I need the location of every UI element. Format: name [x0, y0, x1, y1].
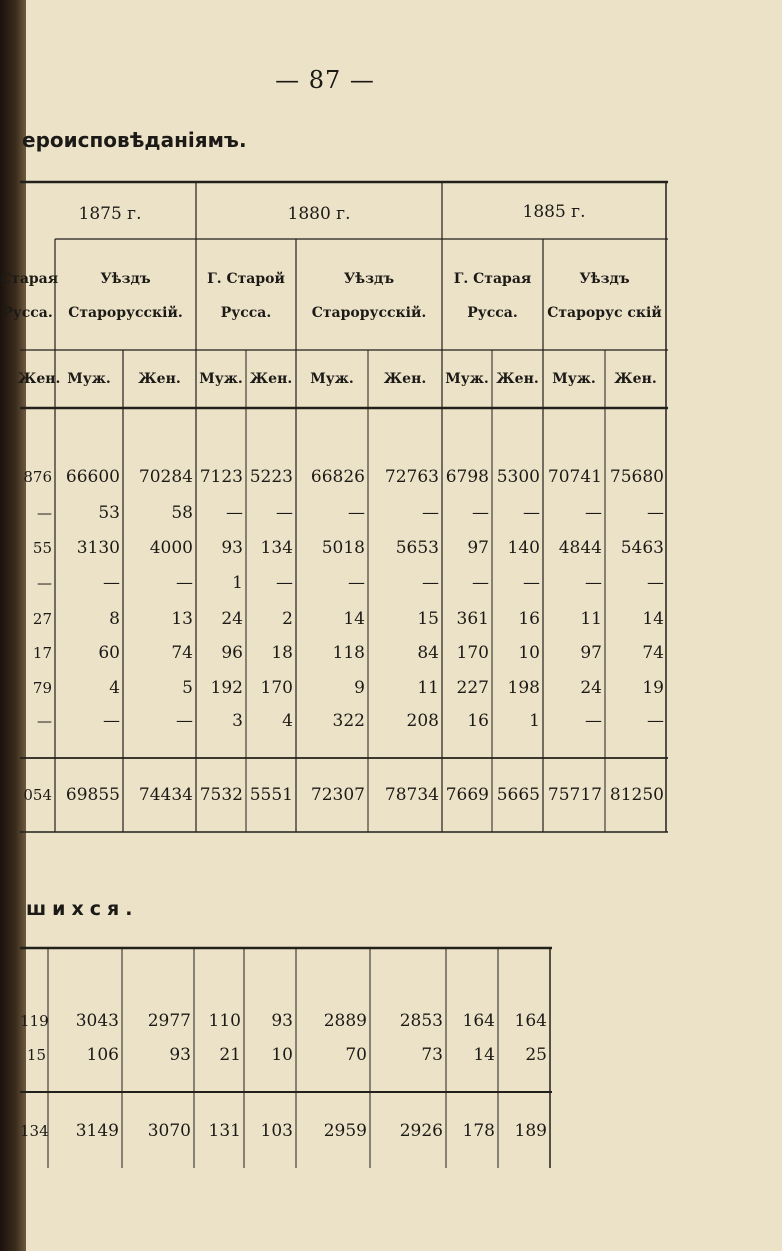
table-cell: 14	[473, 1045, 495, 1065]
table-cell: 17	[32, 644, 52, 662]
table-cell: 70741	[547, 467, 602, 487]
table-cell: —	[422, 503, 439, 523]
table-cell: 164	[462, 1011, 495, 1031]
year-1875-header: 1875 г.	[78, 204, 142, 224]
table-cell: 24	[221, 609, 243, 629]
table-cell: 55	[32, 539, 52, 557]
table-cell: —	[37, 504, 52, 522]
table-cell: 96	[221, 643, 243, 663]
table-cell: 5223	[249, 467, 293, 487]
table-cell: —	[585, 711, 602, 731]
table-cell: 70284	[138, 467, 193, 487]
table-row	[0, 1040, 782, 1070]
table-cell: 1	[529, 711, 540, 731]
table-row	[0, 638, 782, 668]
table-cell: —	[37, 712, 52, 730]
table-cell: 11	[417, 678, 439, 698]
table-cell: 4000	[149, 538, 193, 558]
table-cell: 15	[417, 609, 439, 629]
year-1885-header: 1885 г.	[522, 202, 586, 222]
table-cell: 66600	[65, 467, 120, 487]
table-cell: 93	[271, 1011, 293, 1031]
table-cell: 2977	[147, 1011, 191, 1031]
table-cell: 81250	[609, 785, 664, 805]
table-cell: 75680	[609, 467, 664, 487]
table-cell: 178	[462, 1121, 495, 1141]
table-cell: —	[226, 503, 243, 523]
table-cell: 5	[182, 678, 193, 698]
year-1880-header: 1880 г.	[287, 204, 351, 224]
table-cell: 5551	[249, 785, 293, 805]
table-cell: 21	[219, 1045, 241, 1065]
table-cell: 4	[282, 711, 293, 731]
table-cell: 119	[20, 1012, 49, 1030]
sex-header: Жен.	[18, 371, 61, 387]
table-row	[0, 604, 782, 634]
table-cell: —	[422, 573, 439, 593]
sex-header: Жен.	[383, 371, 427, 387]
table-cell: —	[176, 711, 193, 731]
table-cell: 72307	[310, 785, 365, 805]
table-cell: 134	[20, 1122, 49, 1140]
table-cell: 118	[332, 643, 365, 663]
table-cell: 5463	[620, 538, 664, 558]
table-cell: 10	[271, 1045, 293, 1065]
table-cell: 6798	[445, 467, 489, 487]
table-cell: 7123	[199, 467, 243, 487]
table-cell: 7669	[445, 785, 489, 805]
table-cell: 106	[86, 1045, 119, 1065]
sex-header: Муж.	[310, 371, 354, 387]
table-cell: 7532	[199, 785, 243, 805]
table-cell: —	[585, 503, 602, 523]
table-cell: —	[37, 574, 52, 592]
sex-header: Жен.	[496, 371, 539, 387]
table-cell: —	[276, 503, 293, 523]
table-cell: —	[647, 503, 664, 523]
table-cell: 18	[271, 643, 293, 663]
table-cell: —	[523, 503, 540, 523]
table-cell: 208	[406, 711, 439, 731]
table-cell: 054	[23, 786, 52, 804]
table-cell: 4	[109, 678, 120, 698]
group-header: Уѣздъ Старорусскій.	[311, 271, 427, 321]
total-row	[0, 780, 782, 810]
table-cell: 72763	[384, 467, 439, 487]
table-cell: 1	[232, 573, 243, 593]
table-cell: 4844	[558, 538, 602, 558]
table-row	[0, 533, 782, 563]
sex-header: Муж.	[552, 371, 596, 387]
group-header: Старая Русса.	[0, 271, 59, 321]
total-row	[0, 1116, 782, 1146]
table-cell: 2959	[323, 1121, 367, 1141]
table-cell: 192	[210, 678, 243, 698]
table-cell: 58	[171, 503, 193, 523]
table-cell: 361	[456, 609, 489, 629]
table-cell: 70	[345, 1045, 367, 1065]
table-cell: 16	[467, 711, 489, 731]
table-cell: 110	[208, 1011, 241, 1031]
sex-header: Муж.	[199, 371, 243, 387]
table-cell: 198	[507, 678, 540, 698]
table-cell: 876	[23, 468, 52, 486]
table-cell: 5300	[496, 467, 540, 487]
table-cell: 15	[26, 1046, 46, 1064]
table-cell: 170	[260, 678, 293, 698]
table-cell: 74434	[138, 785, 193, 805]
table-cell: 75717	[547, 785, 602, 805]
table-cell: 66826	[310, 467, 365, 487]
table-cell: 97	[467, 538, 489, 558]
table-cell: 227	[456, 678, 489, 698]
table-cell: 3130	[76, 538, 120, 558]
table-cell: 3149	[75, 1121, 119, 1141]
table-cell: 69855	[65, 785, 120, 805]
table-cell: 3	[232, 711, 243, 731]
table-row	[0, 706, 782, 736]
table-cell: 8	[109, 609, 120, 629]
table-cell: 79	[32, 679, 52, 697]
table-cell: 2889	[323, 1011, 367, 1031]
table-cell: 27	[32, 610, 52, 628]
page-number: — 87 —	[275, 66, 375, 94]
table-row	[0, 568, 782, 598]
table-cell: —	[103, 573, 120, 593]
table-cell: 24	[580, 678, 602, 698]
table-cell: 189	[514, 1121, 547, 1141]
table-cell: —	[472, 573, 489, 593]
table-cell: 134	[260, 538, 293, 558]
table-cell: 170	[456, 643, 489, 663]
sex-header: Жен.	[249, 371, 293, 387]
table-cell: 93	[169, 1045, 191, 1065]
table-cell: 9	[354, 678, 365, 698]
table-cell: 19	[642, 678, 664, 698]
table-cell: 53	[98, 503, 120, 523]
table-cell: 2853	[399, 1011, 443, 1031]
table-cell: —	[276, 573, 293, 593]
table-cell: 103	[260, 1121, 293, 1141]
table-cell: —	[103, 711, 120, 731]
table-row	[0, 1006, 782, 1036]
sex-header: Муж.	[445, 371, 489, 387]
table-cell: 3070	[147, 1121, 191, 1141]
sex-header: Жен.	[614, 371, 657, 387]
table-cell: 5653	[395, 538, 439, 558]
table-cell: 2926	[399, 1121, 443, 1141]
table-cell: 14	[642, 609, 664, 629]
table-cell: —	[348, 573, 365, 593]
table-cell: 5665	[496, 785, 540, 805]
table-cell: 93	[221, 538, 243, 558]
table-cell: 13	[171, 609, 193, 629]
table-cell: 84	[417, 643, 439, 663]
table-cell: 74	[642, 643, 664, 663]
table-cell: —	[585, 573, 602, 593]
table-cell: 5018	[321, 538, 365, 558]
table-cell: 14	[343, 609, 365, 629]
table-cell: 2	[282, 609, 293, 629]
table-cell: 10	[518, 643, 540, 663]
table-cell: 16	[518, 609, 540, 629]
group-header: Г. Старая Русса.	[453, 271, 532, 321]
second-section-heading: шихся.	[26, 898, 139, 920]
section-heading: ероисповѣданіямъ.	[22, 128, 247, 152]
table-cell: —	[348, 503, 365, 523]
table-cell: 25	[525, 1045, 547, 1065]
table-cell: —	[647, 711, 664, 731]
group-header: Уѣздъ Старорусскій.	[68, 271, 183, 321]
sex-header: Жен.	[138, 371, 181, 387]
table-cell: 60	[98, 643, 120, 663]
table-cell: 97	[580, 643, 602, 663]
table-cell: 131	[208, 1121, 241, 1141]
table-row	[0, 673, 782, 703]
table-cell: —	[647, 573, 664, 593]
table-cell: 3043	[75, 1011, 119, 1031]
table-cell: 73	[421, 1045, 443, 1065]
group-header: Г. Старой Руссa.	[207, 271, 285, 321]
table-cell: 78734	[384, 785, 439, 805]
group-header: Уѣздъ Старорус скій	[547, 271, 662, 321]
table-cell: 140	[507, 538, 540, 558]
table-cell: 11	[580, 609, 602, 629]
table-row	[0, 462, 782, 492]
table-cell: —	[176, 573, 193, 593]
sex-header: Муж.	[67, 371, 111, 387]
table-cell: 322	[332, 711, 365, 731]
table-cell: 74	[171, 643, 193, 663]
table-cell: —	[523, 573, 540, 593]
table-row	[0, 498, 782, 528]
table-cell: 164	[514, 1011, 547, 1031]
table-cell: —	[472, 503, 489, 523]
